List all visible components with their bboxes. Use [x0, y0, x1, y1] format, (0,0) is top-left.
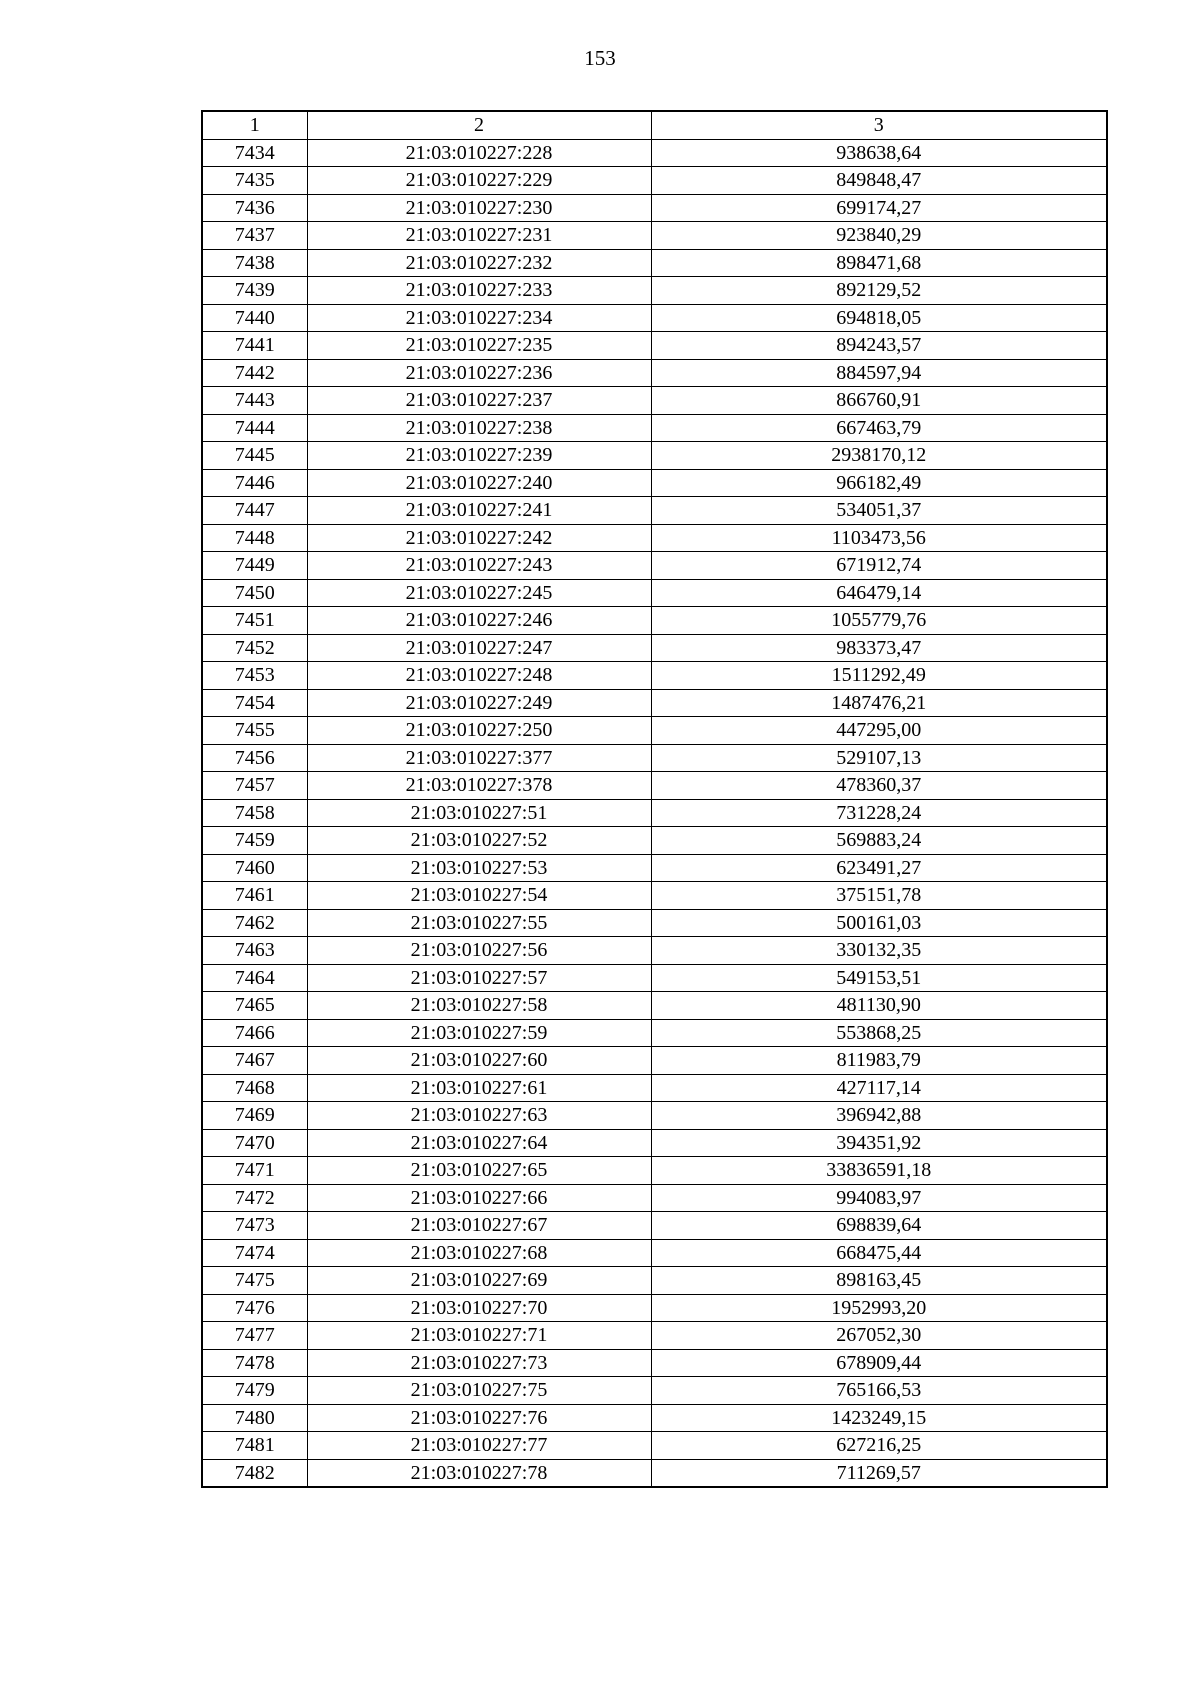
row-number-cell: 7476 — [202, 1294, 307, 1322]
row-number-cell: 7449 — [202, 552, 307, 580]
cadastral-number-cell: 21:03:010227:229 — [307, 167, 651, 195]
cadastral-number-cell: 21:03:010227:232 — [307, 249, 651, 277]
cadastral-number-cell: 21:03:010227:234 — [307, 304, 651, 332]
table-row — [202, 222, 1107, 250]
cadastral-number-cell: 21:03:010227:250 — [307, 717, 651, 745]
value-cell: 447295,00 — [651, 717, 1107, 745]
table-row — [202, 827, 1107, 855]
value-cell: 894243,57 — [651, 332, 1107, 360]
table-row — [202, 1294, 1107, 1322]
value-cell: 938638,64 — [651, 139, 1107, 167]
row-number-cell: 7462 — [202, 909, 307, 937]
cadastral-number-cell: 21:03:010227:235 — [307, 332, 651, 360]
row-number-cell: 7451 — [202, 607, 307, 635]
cadastral-number-cell: 21:03:010227:57 — [307, 964, 651, 992]
cadastral-number-cell: 21:03:010227:51 — [307, 799, 651, 827]
value-cell: 553868,25 — [651, 1019, 1107, 1047]
value-cell: 898163,45 — [651, 1267, 1107, 1295]
table-row — [202, 799, 1107, 827]
table-row — [202, 1432, 1107, 1460]
cadastral-number-cell: 21:03:010227:78 — [307, 1459, 651, 1487]
value-cell: 892129,52 — [651, 277, 1107, 305]
cadastral-number-cell: 21:03:010227:56 — [307, 937, 651, 965]
header-row — [202, 111, 1107, 139]
cadastral-number-cell: 21:03:010227:53 — [307, 854, 651, 882]
cadastral-number-cell: 21:03:010227:249 — [307, 689, 651, 717]
table-row — [202, 717, 1107, 745]
value-cell: 694818,05 — [651, 304, 1107, 332]
row-number-cell: 7475 — [202, 1267, 307, 1295]
row-number-cell: 7444 — [202, 414, 307, 442]
row-number-cell: 7453 — [202, 662, 307, 690]
row-number-cell: 7478 — [202, 1349, 307, 1377]
row-number-cell: 7473 — [202, 1212, 307, 1240]
cadastral-number-cell: 21:03:010227:54 — [307, 882, 651, 910]
row-number-cell: 7436 — [202, 194, 307, 222]
value-cell: 668475,44 — [651, 1239, 1107, 1267]
table-row — [202, 277, 1107, 305]
value-cell: 569883,24 — [651, 827, 1107, 855]
cadastral-number-cell: 21:03:010227:75 — [307, 1377, 651, 1405]
table-row — [202, 524, 1107, 552]
value-cell: 994083,97 — [651, 1184, 1107, 1212]
table-row — [202, 1267, 1107, 1295]
table-row — [202, 937, 1107, 965]
cadastral-number-cell: 21:03:010227:73 — [307, 1349, 651, 1377]
table-row — [202, 167, 1107, 195]
table-body — [202, 139, 1107, 1487]
table-row — [202, 634, 1107, 662]
cadastral-number-cell: 21:03:010227:65 — [307, 1157, 651, 1185]
cadastral-number-cell: 21:03:010227:55 — [307, 909, 651, 937]
cadastral-number-cell: 21:03:010227:246 — [307, 607, 651, 635]
value-cell: 1487476,21 — [651, 689, 1107, 717]
table-row — [202, 552, 1107, 580]
value-cell: 983373,47 — [651, 634, 1107, 662]
value-cell: 549153,51 — [651, 964, 1107, 992]
cadastral-number-cell: 21:03:010227:239 — [307, 442, 651, 470]
table-header — [202, 111, 1107, 139]
cadastral-number-cell: 21:03:010227:240 — [307, 469, 651, 497]
table-row — [202, 469, 1107, 497]
table-row — [202, 772, 1107, 800]
row-number-cell: 7446 — [202, 469, 307, 497]
cadastral-number-cell: 21:03:010227:63 — [307, 1102, 651, 1130]
value-cell: 731228,24 — [651, 799, 1107, 827]
table-row — [202, 139, 1107, 167]
row-number-cell: 7482 — [202, 1459, 307, 1487]
row-number-cell: 7452 — [202, 634, 307, 662]
data-table — [201, 110, 1108, 1488]
table-row — [202, 744, 1107, 772]
table-row — [202, 249, 1107, 277]
table-row — [202, 1349, 1107, 1377]
value-cell: 1511292,49 — [651, 662, 1107, 690]
row-number-cell: 7472 — [202, 1184, 307, 1212]
table-row — [202, 1019, 1107, 1047]
table-row — [202, 909, 1107, 937]
table-row — [202, 1404, 1107, 1432]
table-row — [202, 414, 1107, 442]
value-cell: 500161,03 — [651, 909, 1107, 937]
row-number-cell: 7442 — [202, 359, 307, 387]
cadastral-number-cell: 21:03:010227:52 — [307, 827, 651, 855]
table-row — [202, 194, 1107, 222]
table-row — [202, 359, 1107, 387]
value-cell: 427117,14 — [651, 1074, 1107, 1102]
cadastral-number-cell: 21:03:010227:58 — [307, 992, 651, 1020]
value-cell: 711269,57 — [651, 1459, 1107, 1487]
cadastral-number-cell: 21:03:010227:68 — [307, 1239, 651, 1267]
row-number-cell: 7443 — [202, 387, 307, 415]
row-number-cell: 7437 — [202, 222, 307, 250]
table-row — [202, 579, 1107, 607]
table-row — [202, 964, 1107, 992]
row-number-cell: 7445 — [202, 442, 307, 470]
value-cell: 849848,47 — [651, 167, 1107, 195]
value-cell: 481130,90 — [651, 992, 1107, 1020]
cadastral-number-cell: 21:03:010227:69 — [307, 1267, 651, 1295]
cadastral-number-cell: 21:03:010227:71 — [307, 1322, 651, 1350]
value-cell: 1055779,76 — [651, 607, 1107, 635]
table-row — [202, 992, 1107, 1020]
cadastral-number-cell: 21:03:010227:61 — [307, 1074, 651, 1102]
table-row — [202, 1322, 1107, 1350]
row-number-cell: 7467 — [202, 1047, 307, 1075]
value-cell: 623491,27 — [651, 854, 1107, 882]
table-row — [202, 1157, 1107, 1185]
table-row — [202, 1459, 1107, 1487]
value-cell: 667463,79 — [651, 414, 1107, 442]
table-row — [202, 387, 1107, 415]
value-cell: 646479,14 — [651, 579, 1107, 607]
cadastral-number-cell: 21:03:010227:377 — [307, 744, 651, 772]
row-number-cell: 7440 — [202, 304, 307, 332]
row-number-cell: 7438 — [202, 249, 307, 277]
cadastral-number-cell: 21:03:010227:231 — [307, 222, 651, 250]
cadastral-number-cell: 21:03:010227:233 — [307, 277, 651, 305]
value-cell: 866760,91 — [651, 387, 1107, 415]
row-number-cell: 7470 — [202, 1129, 307, 1157]
cadastral-number-cell: 21:03:010227:248 — [307, 662, 651, 690]
table-row — [202, 854, 1107, 882]
value-cell: 2938170,12 — [651, 442, 1107, 470]
row-number-cell: 7466 — [202, 1019, 307, 1047]
cadastral-number-cell: 21:03:010227:76 — [307, 1404, 651, 1432]
column-header-2: 2 — [307, 111, 651, 139]
cadastral-number-cell: 21:03:010227:230 — [307, 194, 651, 222]
row-number-cell: 7457 — [202, 772, 307, 800]
value-cell: 898471,68 — [651, 249, 1107, 277]
row-number-cell: 7477 — [202, 1322, 307, 1350]
cadastral-number-cell: 21:03:010227:243 — [307, 552, 651, 580]
cadastral-number-cell: 21:03:010227:66 — [307, 1184, 651, 1212]
row-number-cell: 7464 — [202, 964, 307, 992]
cadastral-number-cell: 21:03:010227:64 — [307, 1129, 651, 1157]
value-cell: 627216,25 — [651, 1432, 1107, 1460]
value-cell: 1103473,56 — [651, 524, 1107, 552]
column-header-3: 3 — [651, 111, 1107, 139]
value-cell: 671912,74 — [651, 552, 1107, 580]
table-row — [202, 607, 1107, 635]
table-row — [202, 882, 1107, 910]
row-number-cell: 7479 — [202, 1377, 307, 1405]
value-cell: 811983,79 — [651, 1047, 1107, 1075]
table-row — [202, 1377, 1107, 1405]
cadastral-number-cell: 21:03:010227:236 — [307, 359, 651, 387]
cadastral-number-cell: 21:03:010227:70 — [307, 1294, 651, 1322]
cadastral-number-cell: 21:03:010227:237 — [307, 387, 651, 415]
row-number-cell: 7434 — [202, 139, 307, 167]
value-cell: 1423249,15 — [651, 1404, 1107, 1432]
table-row — [202, 1129, 1107, 1157]
table-row — [202, 689, 1107, 717]
row-number-cell: 7465 — [202, 992, 307, 1020]
table-row — [202, 1212, 1107, 1240]
value-cell: 478360,37 — [651, 772, 1107, 800]
value-cell: 678909,44 — [651, 1349, 1107, 1377]
value-cell: 699174,27 — [651, 194, 1107, 222]
row-number-cell: 7439 — [202, 277, 307, 305]
row-number-cell: 7448 — [202, 524, 307, 552]
row-number-cell: 7468 — [202, 1074, 307, 1102]
value-cell: 765166,53 — [651, 1377, 1107, 1405]
row-number-cell: 7461 — [202, 882, 307, 910]
table-row — [202, 332, 1107, 360]
value-cell: 396942,88 — [651, 1102, 1107, 1130]
cadastral-number-cell: 21:03:010227:60 — [307, 1047, 651, 1075]
value-cell: 375151,78 — [651, 882, 1107, 910]
value-cell: 534051,37 — [651, 497, 1107, 525]
cadastral-number-cell: 21:03:010227:228 — [307, 139, 651, 167]
table-row — [202, 1102, 1107, 1130]
cadastral-number-cell: 21:03:010227:241 — [307, 497, 651, 525]
value-cell: 698839,64 — [651, 1212, 1107, 1240]
row-number-cell: 7435 — [202, 167, 307, 195]
value-cell: 33836591,18 — [651, 1157, 1107, 1185]
row-number-cell: 7455 — [202, 717, 307, 745]
row-number-cell: 7459 — [202, 827, 307, 855]
row-number-cell: 7471 — [202, 1157, 307, 1185]
table-row — [202, 1184, 1107, 1212]
row-number-cell: 7481 — [202, 1432, 307, 1460]
cadastral-number-cell: 21:03:010227:245 — [307, 579, 651, 607]
value-cell: 330132,35 — [651, 937, 1107, 965]
row-number-cell: 7450 — [202, 579, 307, 607]
row-number-cell: 7474 — [202, 1239, 307, 1267]
row-number-cell: 7441 — [202, 332, 307, 360]
page-number: 153 — [584, 46, 616, 70]
row-number-cell: 7480 — [202, 1404, 307, 1432]
value-cell: 884597,94 — [651, 359, 1107, 387]
cadastral-number-cell: 21:03:010227:77 — [307, 1432, 651, 1460]
table-row — [202, 497, 1107, 525]
value-cell: 923840,29 — [651, 222, 1107, 250]
row-number-cell: 7456 — [202, 744, 307, 772]
cadastral-number-cell: 21:03:010227:378 — [307, 772, 651, 800]
table-row — [202, 304, 1107, 332]
table-row — [202, 442, 1107, 470]
column-header-1: 1 — [202, 111, 307, 139]
cadastral-number-cell: 21:03:010227:59 — [307, 1019, 651, 1047]
row-number-cell: 7460 — [202, 854, 307, 882]
table-row — [202, 662, 1107, 690]
value-cell: 394351,92 — [651, 1129, 1107, 1157]
value-cell: 529107,13 — [651, 744, 1107, 772]
cadastral-number-cell: 21:03:010227:247 — [307, 634, 651, 662]
table-row — [202, 1074, 1107, 1102]
cadastral-number-cell: 21:03:010227:238 — [307, 414, 651, 442]
value-cell: 966182,49 — [651, 469, 1107, 497]
cadastral-number-cell: 21:03:010227:242 — [307, 524, 651, 552]
value-cell: 267052,30 — [651, 1322, 1107, 1350]
value-cell: 1952993,20 — [651, 1294, 1107, 1322]
row-number-cell: 7469 — [202, 1102, 307, 1130]
table-row — [202, 1047, 1107, 1075]
row-number-cell: 7447 — [202, 497, 307, 525]
table-row — [202, 1239, 1107, 1267]
row-number-cell: 7458 — [202, 799, 307, 827]
row-number-cell: 7463 — [202, 937, 307, 965]
cadastral-number-cell: 21:03:010227:67 — [307, 1212, 651, 1240]
row-number-cell: 7454 — [202, 689, 307, 717]
